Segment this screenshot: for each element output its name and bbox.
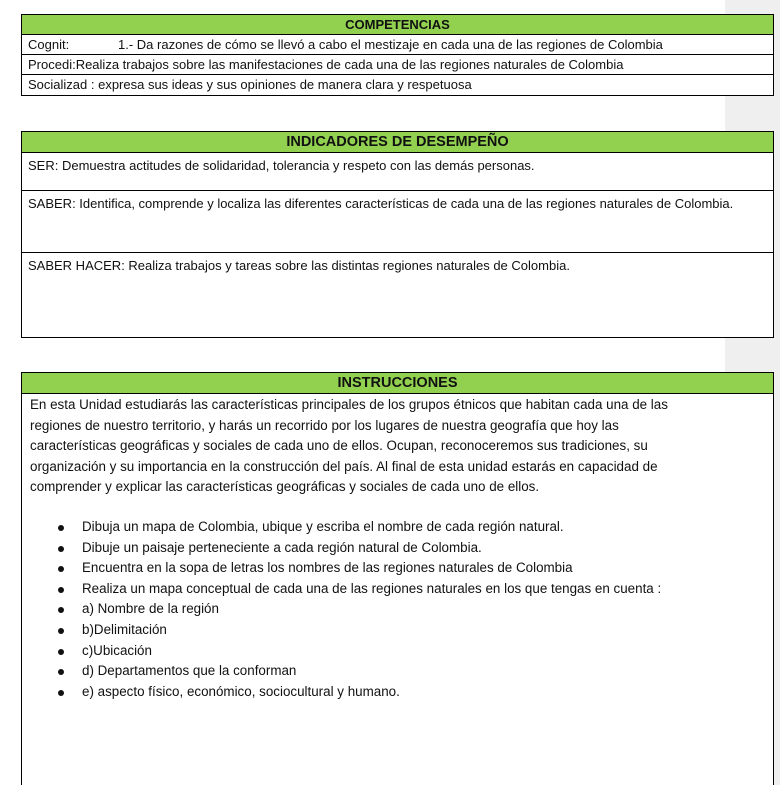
competencia-cognitiva	[22, 35, 773, 55]
competencia-cognitiva-text: 1.- Da razones de cómo se llevó a cabo el mestizaje en cada una de las regiones de Colombia	[118, 37, 663, 52]
list-item-text: Dibuja un mapa de Colombia, ubique y escriba el nombre de cada región natural.	[82, 518, 564, 534]
bullet-icon	[58, 587, 64, 593]
paragraph-line: En esta Unidad estudiarás las características principales de los grupos étnicos que habitan cada una de las	[30, 397, 668, 412]
paragraph-line: regiones de nuestro territorio, y harás un recorrido por los lugares de nuestra geografía que hoy las	[30, 417, 619, 433]
list-item	[22, 517, 773, 538]
bullet-icon	[58, 690, 64, 696]
indicador-saber: SABER: Identifica, comprende y localiza las diferentes características de cada una de las regiones naturales de Colombia.	[22, 191, 773, 253]
bullet-icon	[58, 628, 64, 634]
list-item-text: c)Ubicación	[82, 642, 152, 658]
paragraph-line: características geográficas y sociales de cada uno de ellos. Ocupan, reconoceremos sus tradiciones, su	[30, 438, 648, 454]
list-item	[22, 682, 773, 703]
instrucciones-header: INSTRUCCIONES	[22, 373, 773, 394]
instrucciones-table	[21, 372, 774, 785]
bullet-icon	[58, 669, 64, 675]
paragraph-line: comprender y explicar las características geográficas y sociales de cada uno de ellos.	[30, 479, 540, 495]
instrucciones-list	[22, 517, 773, 702]
bullet-icon	[58, 649, 64, 655]
list-item	[22, 538, 773, 559]
bullet-icon	[58, 566, 64, 572]
list-item-text: Dibuje un paisaje perteneciente a cada región natural de Colombia.	[82, 539, 482, 555]
list-item-text: b)Delimitación	[82, 621, 167, 637]
indicador-saber-hacer: SABER HACER: Realiza trabajos y tareas sobre las distintas regiones naturales de Colombia.	[28, 258, 570, 273]
competencias-header: COMPETENCIAS	[22, 15, 773, 35]
list-item-text: e) aspecto físico, económico, sociocultural y humano.	[82, 683, 400, 699]
bullet-icon	[58, 525, 64, 531]
list-item-text: Encuentra en la sopa de letras los nombres de las regiones naturales de Colombia	[82, 560, 573, 576]
list-item	[22, 579, 773, 600]
indicadores-header: INDICADORES DE DESEMPEÑO	[22, 132, 773, 153]
list-item	[22, 558, 773, 579]
list-item-text: a) Nombre de la región	[82, 601, 219, 617]
list-item	[22, 661, 773, 682]
instrucciones-paragraph	[22, 394, 773, 498]
list-item-text: Realiza un mapa conceptual de cada una de las regiones naturales en los que tengas en cuenta :	[82, 580, 662, 596]
list-item	[22, 599, 773, 620]
bullet-icon	[58, 607, 64, 613]
indicador-ser: SER: Demuestra actitudes de solidaridad, tolerancia y respeto con las demás personas.	[22, 153, 773, 191]
competencias-table	[21, 14, 774, 96]
competencia-procedimental: Procedi:Realiza trabajos sobre las manifestaciones de cada una de las regiones naturales de Colombia	[22, 55, 773, 75]
competencia-socializadora: Socializad : expresa sus ideas y sus opiniones de manera clara y respetuosa	[28, 77, 472, 92]
competencia-cognitiva-label: Cognit:	[28, 37, 70, 52]
paragraph-line: organización y su importancia en la construcción del país. Al final de esta unidad estarás en capacidad de	[30, 458, 658, 474]
list-item	[22, 620, 773, 641]
list-item-text: d) Departamentos que la conforman	[82, 663, 297, 679]
list-item	[22, 641, 773, 662]
indicadores-table	[21, 131, 774, 338]
bullet-icon	[58, 546, 64, 552]
